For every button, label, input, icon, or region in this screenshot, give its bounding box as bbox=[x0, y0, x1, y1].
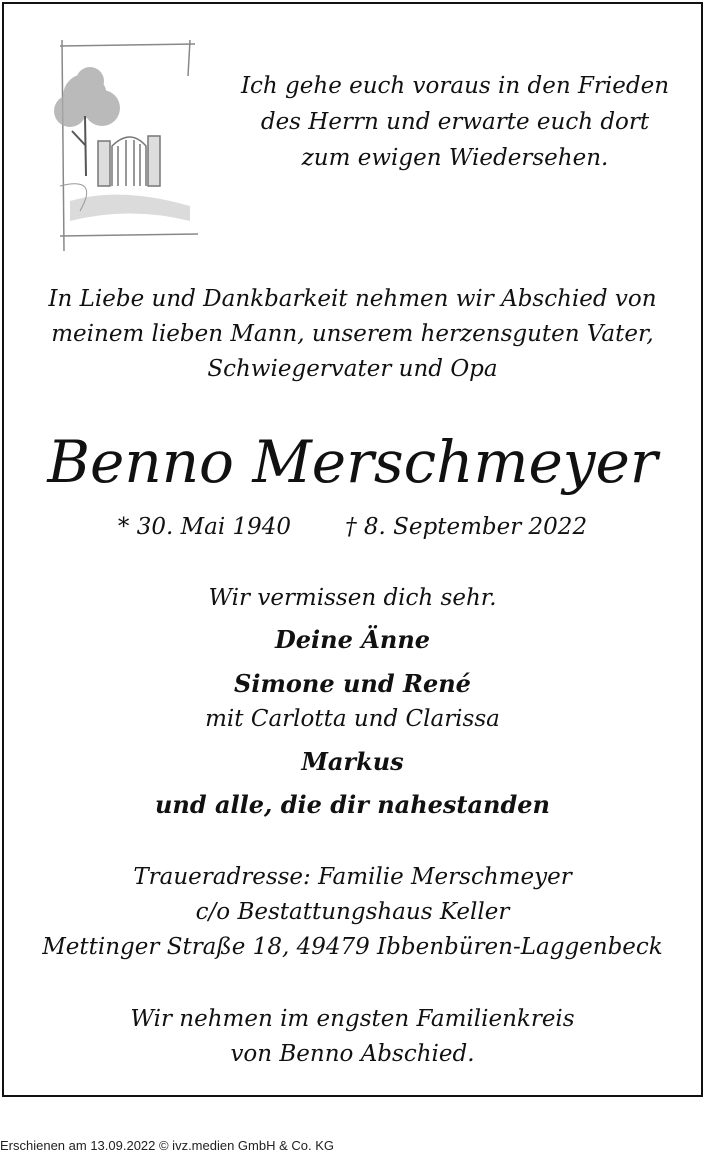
mourner-grandchildren: mit Carlotta und Clarissa bbox=[205, 706, 500, 732]
mourner-child: Simone und René bbox=[234, 669, 471, 698]
intro-line: Schwiegervater und Opa bbox=[207, 356, 498, 382]
verse-line: Ich gehe euch voraus in den Frieden bbox=[240, 73, 670, 99]
intro-text bbox=[0, 282, 705, 387]
address-line: Traueradresse: Familie Merschmeyer bbox=[133, 864, 572, 890]
verse-line: zum ewigen Wiedersehen. bbox=[301, 145, 609, 171]
mourner-others: und alle, die dir nahestanden bbox=[154, 790, 551, 819]
farewell-line: Wir nehmen im engsten Familienkreis bbox=[130, 1006, 575, 1032]
address-line: c/o Bestattungshaus Keller bbox=[195, 899, 510, 925]
deceased-name: Benno Merschmeyer bbox=[47, 428, 658, 496]
birth-date: * 30. Mai 1940 bbox=[117, 514, 292, 540]
garden-gate-illustration bbox=[40, 36, 200, 256]
verse-line: des Herrn und erwarte euch dort bbox=[260, 109, 650, 135]
verse bbox=[225, 68, 685, 176]
miss-text: Wir vermissen dich sehr. bbox=[208, 585, 497, 611]
publication-footer: Erschienen am 13.09.2022 © ivz.medien GmbH & Co. KG bbox=[0, 1138, 335, 1153]
mourner-child: Markus bbox=[301, 747, 404, 776]
intro-line: In Liebe und Dankbarkeit nehmen wir Abschied von bbox=[48, 286, 657, 312]
mourner-wife: Deine Änne bbox=[274, 625, 431, 654]
death-date: † 8. September 2022 bbox=[345, 514, 588, 540]
address-line: Mettinger Straße 18, 49479 Ibbenbüren-Laggenbeck bbox=[42, 934, 663, 960]
intro-line: meinem lieben Mann, unserem herzensguten Vater, bbox=[51, 321, 654, 347]
life-dates bbox=[0, 510, 705, 544]
farewell-line: von Benno Abschied. bbox=[230, 1041, 475, 1067]
